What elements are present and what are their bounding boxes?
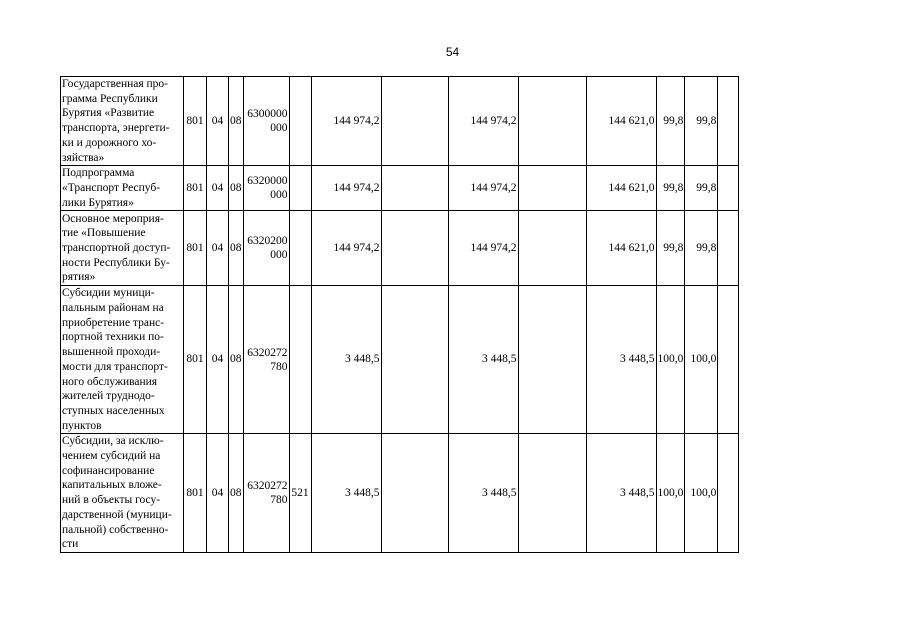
percent-refined: 99,8 [685, 77, 718, 166]
empty-cell [718, 211, 739, 286]
target-article-code [243, 211, 289, 286]
csr-line: 000 [270, 249, 288, 262]
csr-line: 6300000 [247, 108, 288, 121]
row-name-cell [61, 211, 184, 286]
percent-approved: 99,8 [656, 211, 685, 286]
row-name-cell [61, 77, 184, 166]
csr-line: 780 [270, 494, 288, 507]
name-line: грамма Республики [62, 92, 158, 105]
percent-approved: 99,8 [656, 166, 685, 211]
amount-executed: 3 448,5 [586, 286, 656, 434]
table-row [61, 286, 739, 434]
amount-approved: 144 974,2 [311, 211, 381, 286]
csr-line: 780 [270, 360, 288, 373]
empty-cell [718, 434, 739, 553]
section-code: 04 [207, 434, 229, 553]
percent-approved: 99,8 [656, 77, 685, 166]
percent-approved: 100,0 [656, 286, 685, 434]
name-line: ности Республики Бу- [62, 256, 170, 269]
name-line: лики Бурятия» [62, 196, 134, 209]
name-line: ного обслуживания [62, 375, 158, 388]
empty-cell [518, 77, 586, 166]
expense-type-code [289, 166, 311, 211]
csr-line: 6320272 [247, 346, 288, 359]
name-line: транспортной доступ- [62, 241, 171, 254]
page-number: 54 [445, 45, 460, 59]
section-code: 04 [207, 211, 229, 286]
name-line: пальной) собственно- [62, 523, 169, 536]
section-code: 04 [207, 77, 229, 166]
table-body [61, 77, 739, 553]
amount-executed: 144 621,0 [586, 211, 656, 286]
empty-cell [518, 166, 586, 211]
percent-refined: 99,8 [685, 166, 718, 211]
name-line: чением субсидий на [62, 450, 161, 463]
name-line: Бурятия «Развитие [62, 107, 155, 120]
name-line: Основное мероприя- [62, 212, 164, 225]
percent-approved: 100,0 [656, 434, 685, 553]
name-line: сти [62, 538, 79, 551]
table-row [61, 434, 739, 553]
expense-type-code [289, 286, 311, 434]
table-row [61, 211, 739, 286]
csr-line: 000 [270, 122, 288, 135]
amount-executed: 3 448,5 [586, 434, 656, 553]
subsection-code: 08 [229, 434, 244, 553]
name-line: тие «Повышение [62, 227, 146, 240]
target-article-code [243, 434, 289, 553]
amount-approved: 144 974,2 [311, 77, 381, 166]
amount-approved: 144 974,2 [311, 166, 381, 211]
empty-cell [381, 77, 448, 166]
table-row [61, 166, 739, 211]
name-line: «Транспорт Респуб- [62, 181, 161, 194]
name-line: вышенной проходи- [62, 346, 161, 359]
name-line: пунктов [62, 419, 102, 432]
row-name-cell [61, 286, 184, 434]
name-line: ступных населенных [62, 404, 165, 417]
name-line: софинансирование [62, 464, 155, 477]
csr-line: 000 [270, 189, 288, 202]
percent-refined: 100,0 [685, 286, 718, 434]
ministry-code: 801 [184, 166, 207, 211]
ministry-code: 801 [184, 286, 207, 434]
csr-line: 6320200 [247, 235, 288, 248]
name-line: капитальных вложе- [62, 479, 162, 492]
name-line: приобретение транс- [62, 316, 165, 329]
target-article-code [243, 166, 289, 211]
name-line: Субсидии муници- [62, 287, 155, 300]
subsection-code: 08 [229, 286, 244, 434]
empty-cell [518, 211, 586, 286]
row-name-cell [61, 434, 184, 553]
ministry-code: 801 [184, 211, 207, 286]
target-article-code [243, 77, 289, 166]
empty-cell [518, 434, 586, 553]
budget-table [60, 76, 739, 553]
amount-refined: 144 974,2 [448, 211, 518, 286]
target-article-code [243, 286, 289, 434]
table-row [61, 77, 739, 166]
section-code: 04 [207, 166, 229, 211]
name-line: пальным районам на [62, 302, 164, 315]
empty-cell [718, 77, 739, 166]
csr-line: 6320000 [247, 175, 288, 188]
name-line: мости для транспорт- [62, 360, 168, 373]
name-line: рятия» [62, 271, 96, 284]
expense-type-code [289, 77, 311, 166]
empty-cell [381, 434, 448, 553]
amount-refined: 3 448,5 [448, 286, 518, 434]
name-line: Субсидии, за исклю- [62, 435, 164, 448]
name-line: дарственной (муници- [62, 508, 172, 521]
percent-refined: 99,8 [685, 211, 718, 286]
empty-cell [381, 286, 448, 434]
section-code: 04 [207, 286, 229, 434]
name-line: транспорта, энергети- [62, 122, 170, 135]
amount-executed: 144 621,0 [586, 166, 656, 211]
expense-type-code: 521 [289, 434, 311, 553]
name-line: ний в объекты госу- [62, 494, 161, 507]
name-line: портной техники по- [62, 331, 164, 344]
amount-approved: 3 448,5 [311, 434, 381, 553]
percent-refined: 100,0 [685, 434, 718, 553]
amount-refined: 3 448,5 [448, 434, 518, 553]
subsection-code: 08 [229, 77, 244, 166]
row-name-cell [61, 166, 184, 211]
csr-line: 6320272 [247, 480, 288, 493]
empty-cell [381, 166, 448, 211]
name-line: жителей труднодо- [62, 390, 155, 403]
name-line: зяйства» [62, 151, 105, 164]
amount-refined: 144 974,2 [448, 77, 518, 166]
empty-cell [718, 166, 739, 211]
amount-executed: 144 621,0 [586, 77, 656, 166]
empty-cell [381, 211, 448, 286]
ministry-code: 801 [184, 77, 207, 166]
ministry-code: 801 [184, 434, 207, 553]
name-line: ки и дорожного хо- [62, 136, 157, 149]
empty-cell [718, 286, 739, 434]
subsection-code: 08 [229, 211, 244, 286]
subsection-code: 08 [229, 166, 244, 211]
empty-cell [518, 286, 586, 434]
expense-type-code [289, 211, 311, 286]
name-line: Государственная про- [62, 78, 169, 90]
amount-refined: 144 974,2 [448, 166, 518, 211]
amount-approved: 3 448,5 [311, 286, 381, 434]
name-line: Подпрограмма [62, 167, 135, 180]
